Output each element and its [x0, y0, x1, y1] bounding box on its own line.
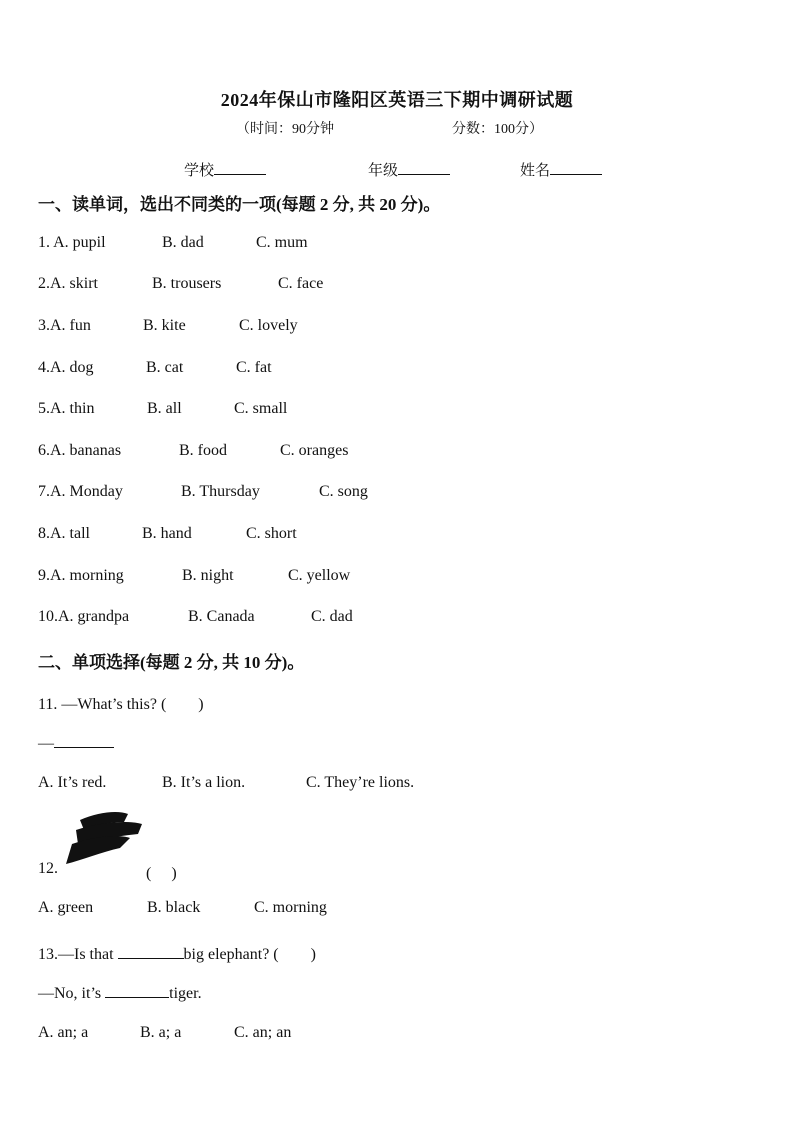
q3-a: 3.A. fun: [38, 317, 91, 334]
exam-subtitle: [236, 118, 543, 138]
q1-b: B. dad: [162, 234, 204, 251]
time-label: （时间：90分钟: [236, 122, 334, 137]
q7: [38, 483, 368, 501]
name-label: 姓名: [520, 163, 551, 179]
lion-image-placeholder: [58, 808, 148, 868]
q12-options: [38, 899, 327, 917]
q7-a: 7.A. Monday: [38, 483, 123, 500]
q13-reply-end: tiger.: [169, 985, 202, 1002]
q3-c: C. lovely: [239, 317, 298, 334]
q13-stem-end: big elephant? ( ): [183, 946, 316, 963]
q13-blank-2: [105, 983, 169, 998]
q5: [38, 400, 288, 418]
q7-b: B. Thursday: [181, 483, 260, 500]
q12-paren: ( ): [146, 865, 177, 882]
q4-b: B. cat: [146, 359, 184, 376]
grade-label: 年级: [368, 163, 399, 179]
q2-c: C. face: [278, 275, 324, 292]
q2: [38, 275, 324, 293]
school-field: [184, 159, 266, 180]
q11-b: B. It’s a lion.: [162, 774, 246, 791]
q11-options: [38, 774, 415, 792]
q11-stem: 11. —What’s this? ( ): [38, 696, 204, 713]
q12-num: 12.: [38, 860, 58, 877]
school-blank: [214, 160, 266, 175]
q2-a: 2.A. skirt: [38, 275, 98, 292]
q11-blank: [54, 733, 114, 748]
q11-a: A. It’s red.: [38, 774, 107, 791]
q11-c: C. They’re lions.: [306, 774, 415, 791]
q1: [38, 234, 308, 252]
q3: [38, 317, 298, 335]
q7-c: C. song: [319, 483, 368, 500]
q5-c: C. small: [234, 400, 288, 417]
q4: [38, 359, 272, 377]
q13-stem: [38, 941, 316, 964]
q12-stem: [38, 860, 177, 882]
q9-a: 9.A. morning: [38, 567, 124, 584]
q10-a: 10.A. grandpa: [38, 608, 130, 625]
name-blank: [550, 160, 602, 175]
q3-b: B. kite: [143, 317, 186, 334]
q9-b: B. night: [182, 567, 234, 584]
exam-title: 2024年保山市隆阳区英语三下期中调研试题: [220, 90, 574, 110]
q9: [38, 567, 351, 585]
q13-reply-start: —No, it’s: [38, 985, 102, 1002]
q6-c: C. oranges: [280, 442, 349, 459]
grade-field: [368, 159, 450, 180]
q8-c: C. short: [246, 525, 297, 542]
q13-a: A. an; a: [38, 1024, 89, 1041]
q10-c: C. dad: [311, 608, 353, 625]
q12-c: C. morning: [254, 899, 327, 916]
q8-b: B. hand: [142, 525, 192, 542]
q4-c: C. fat: [236, 359, 272, 376]
q6-b: B. food: [179, 442, 227, 459]
grade-blank: [398, 160, 450, 175]
section1-heading: 一、读单词，选出不同类的一项(每题 2 分, 共 20 分)。: [38, 195, 441, 214]
name-field: [520, 159, 602, 180]
q13-b: B. a; a: [140, 1024, 182, 1041]
q1-a: 1. A. pupil: [38, 234, 106, 251]
q13-options: [38, 1024, 292, 1042]
school-label: 学校: [184, 163, 215, 179]
q8-a: 8.A. tall: [38, 525, 90, 542]
q11-answer-line: [38, 733, 114, 753]
q6-a: 6.A. bananas: [38, 442, 122, 459]
q5-a: 5.A. thin: [38, 400, 95, 417]
q11-dash: —: [38, 735, 54, 752]
q6: [38, 442, 349, 460]
q13-c: C. an; an: [234, 1024, 292, 1041]
q5-b: B. all: [147, 400, 182, 417]
q13-stem-start: 13.—Is that: [38, 946, 114, 963]
q13-blank-1: [118, 944, 184, 959]
q1-c: C. mum: [256, 234, 308, 251]
q10: [38, 608, 353, 626]
q12-a: A. green: [38, 899, 94, 916]
q10-b: B. Canada: [188, 608, 255, 625]
section2-heading: 二、单项选择(每题 2 分, 共 10 分)。: [38, 653, 305, 672]
q9-c: C. yellow: [288, 567, 351, 584]
q4-a: 4.A. dog: [38, 359, 94, 376]
q12-b: B. black: [147, 899, 201, 916]
q2-b: B. trousers: [152, 275, 222, 292]
q13-reply: [38, 983, 202, 1003]
q8: [38, 525, 297, 543]
score-label: 分数：100分）: [452, 122, 543, 137]
